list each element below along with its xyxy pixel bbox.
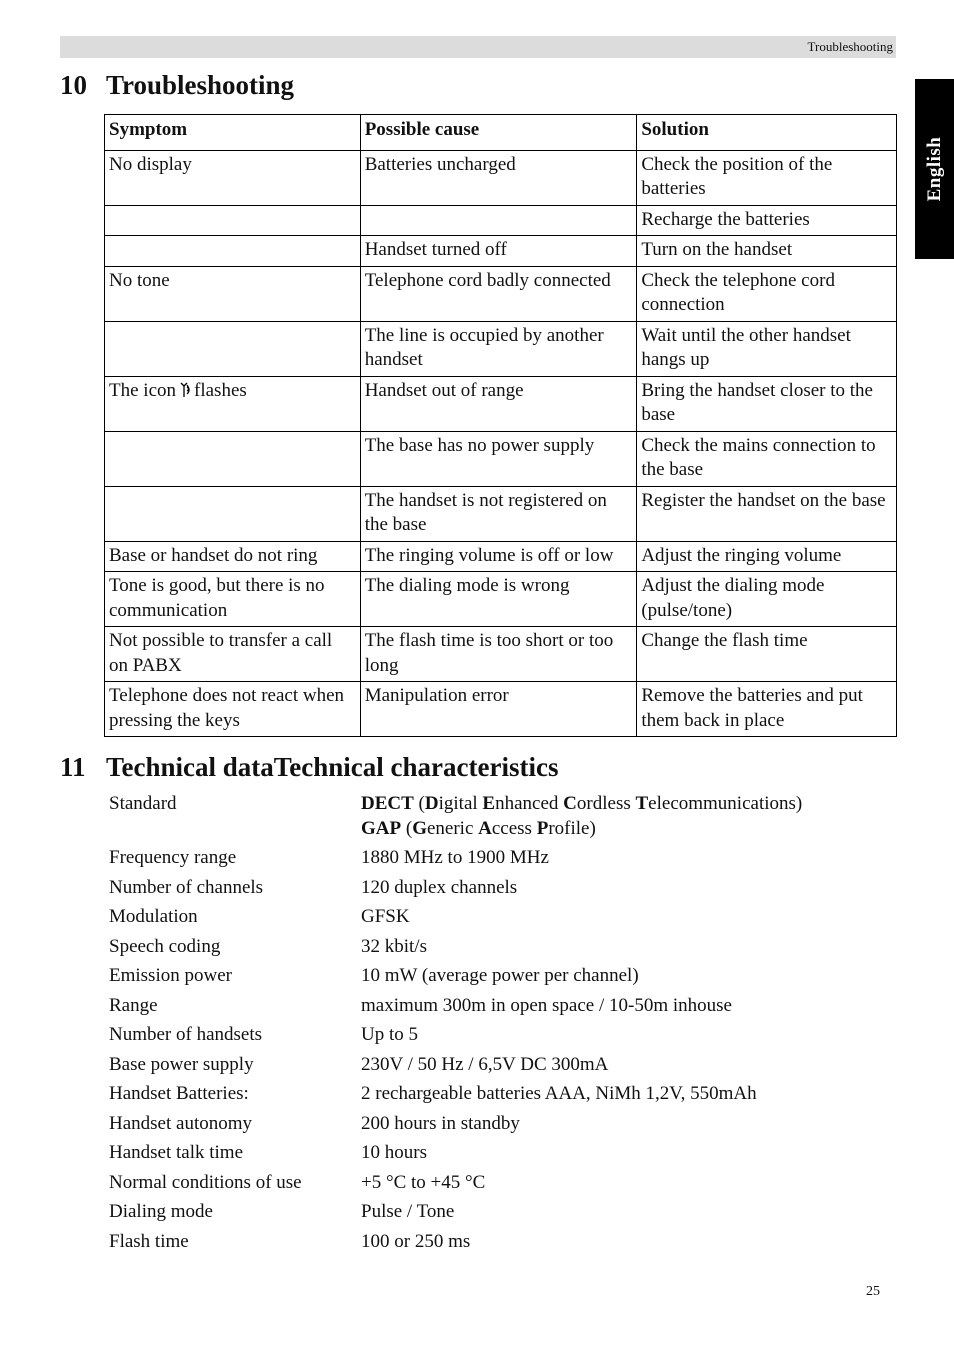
cause-cell: Handset turned off [360,236,637,267]
section-title: Troubleshooting [106,70,295,100]
icon-cell-before: The icon [109,379,177,401]
solution-cell: Check the telephone cord connection [637,266,897,321]
cause-cell: Manipulation error [360,682,637,737]
spec-row [109,876,899,901]
symptom-cell: Telephone does not react when pressing the keys [105,682,361,737]
spec-row [109,1230,899,1255]
spec-value: +5 °C to +45 °C [361,1171,486,1193]
text-part: nhanced [495,793,564,814]
cause-cell: Handset out of range [360,376,637,431]
spec-row [109,1141,899,1166]
spec-row [109,994,899,1019]
spec-value: 200 hours in standby [361,1112,520,1134]
bold-initial: P [536,817,549,839]
symptom-cell [105,376,361,431]
bold-initial: D [424,793,439,814]
text-part: eneric [426,817,479,839]
bold-initial: E [482,793,496,814]
symptom-cell: Base or handset do not ring [105,541,361,572]
bold-initial: GAP [361,817,402,839]
spec-row [109,935,899,960]
spec-value: 120 duplex channels [361,876,518,898]
table-row [105,431,897,486]
spec-value: 10 hours [361,1142,427,1163]
spec-value: 100 or 250 ms [361,1230,471,1252]
text-part: elecommunications) [648,793,803,814]
spec-value [361,792,899,841]
spec-label: Handset talk time [109,1142,244,1163]
spec-label: Speech coding [109,935,221,957]
text-part: ( [401,817,413,839]
bold-initial: A [478,817,492,839]
spec-value: 230V / 50 Hz / 6,5V DC 300mA [361,1053,609,1075]
text-part: rofile) [548,817,596,839]
spec-label: Number of handsets [109,1024,263,1045]
table-row [105,541,897,572]
column-header-solution: Solution [637,115,897,151]
table-row [105,321,897,376]
solution-cell: Adjust the ringing volume [637,541,897,572]
spec-value: 32 kbit/s [361,935,427,957]
spec-row [109,1023,899,1048]
table-row [105,572,897,627]
solution-cell: Bring the handset closer to the base [637,376,897,431]
symptom-cell: No display [105,150,361,205]
bold-initial: T [635,793,649,814]
spec-label: Emission power [109,965,232,986]
bold-initial: DECT [361,793,414,814]
spec-label: Frequency range [109,847,237,868]
solution-cell: Change the flash time [637,627,897,682]
spec-value: maximum 300m in open space / 10-50m inhouse [361,994,732,1016]
section-number: 10 [60,70,87,100]
icon-cell-after: flashes [194,379,247,401]
cause-cell: The line is occupied by another handset [360,321,637,376]
spec-value: 1880 MHz to 1900 MHz [361,847,549,868]
spec-label: Normal conditions of use [109,1171,302,1193]
spec-row [109,964,899,989]
spec-row [109,1053,899,1078]
technical-specs [109,792,899,1259]
table-row [105,376,897,431]
spec-row-standard [109,792,899,841]
cause-cell: Batteries uncharged [360,150,637,205]
cause-cell [360,205,637,236]
spec-label: Standard [109,793,177,814]
solution-cell: Check the mains connection to the base [637,431,897,486]
text-part: ccess [491,817,537,839]
standard-dect [361,792,899,817]
spec-row [109,1171,899,1196]
section-title: Technical dataTechnical characteristics [106,752,559,782]
symptom-cell [105,486,361,541]
standard-gap [361,817,899,842]
table-row [105,205,897,236]
cause-cell: The dialing mode is wrong [360,572,637,627]
solution-cell: Adjust the dialing mode (pulse/tone) [637,572,897,627]
bold-initial: C [563,793,577,814]
spec-label: Flash time [109,1230,189,1252]
table-row [105,486,897,541]
cause-cell: The flash time is too short or too long [360,627,637,682]
spec-label: Handset Batteries: [109,1083,249,1104]
spec-label: Number of channels [109,876,264,898]
section-number: 11 [60,752,86,782]
symptom-cell [105,321,361,376]
text-part: igital [438,793,483,814]
table-row [105,236,897,267]
spec-label: Base power supply [109,1053,254,1075]
symptom-cell [105,205,361,236]
antenna-icon [179,382,191,398]
cause-cell: The ringing volume is off or low [360,541,637,572]
solution-cell: Turn on the handset [637,236,897,267]
running-title: Troubleshooting [807,39,893,54]
spec-value: Up to 5 [361,1024,418,1045]
symptom-cell: No tone [105,266,361,321]
table-row [105,682,897,737]
language-tab [915,79,954,259]
spec-value: 2 rechargeable batteries AAA, NiMh 1,2V, 550mAh [361,1083,757,1104]
cause-cell: Telephone cord badly connected [360,266,637,321]
symptom-cell: Tone is good, but there is no communication [105,572,361,627]
table-row [105,266,897,321]
bold-initial: G [412,817,427,839]
page-number: 25 [866,1284,880,1299]
table-header-row [105,115,897,151]
spec-value: GFSK [361,906,410,927]
solution-cell: Wait until the other handset hangs up [637,321,897,376]
column-header-cause: Possible cause [360,115,637,151]
symptom-cell [105,431,361,486]
spec-value: Pulse / Tone [361,1201,455,1222]
spec-row [109,1082,899,1107]
table-row [105,627,897,682]
cause-cell: The base has no power supply [360,431,637,486]
solution-cell: Recharge the batteries [637,205,897,236]
language-tab-label: English [923,136,945,202]
spec-label: Range [109,994,158,1016]
text-part: ordless [576,793,636,814]
symptom-cell: Not possible to transfer a call on PABX [105,627,361,682]
text-part: ( [413,793,425,814]
running-header [60,36,896,58]
solution-cell: Register the handset on the base [637,486,897,541]
spec-value: 10 mW (average power per channel) [361,965,639,986]
table-row [105,150,897,205]
column-header-symptom: Symptom [105,115,361,151]
spec-row [109,905,899,930]
section-10-heading [60,70,294,101]
troubleshooting-table [104,114,897,737]
spec-row [109,1112,899,1137]
solution-cell: Check the position of the batteries [637,150,897,205]
spec-label: Modulation [109,906,198,927]
cause-cell: The handset is not registered on the base [360,486,637,541]
solution-cell: Remove the batteries and put them back in place [637,682,897,737]
symptom-cell [105,236,361,267]
spec-label: Dialing mode [109,1201,213,1222]
spec-row [109,1200,899,1225]
section-11-heading [60,752,558,783]
spec-label: Handset autonomy [109,1112,253,1134]
spec-row [109,846,899,871]
